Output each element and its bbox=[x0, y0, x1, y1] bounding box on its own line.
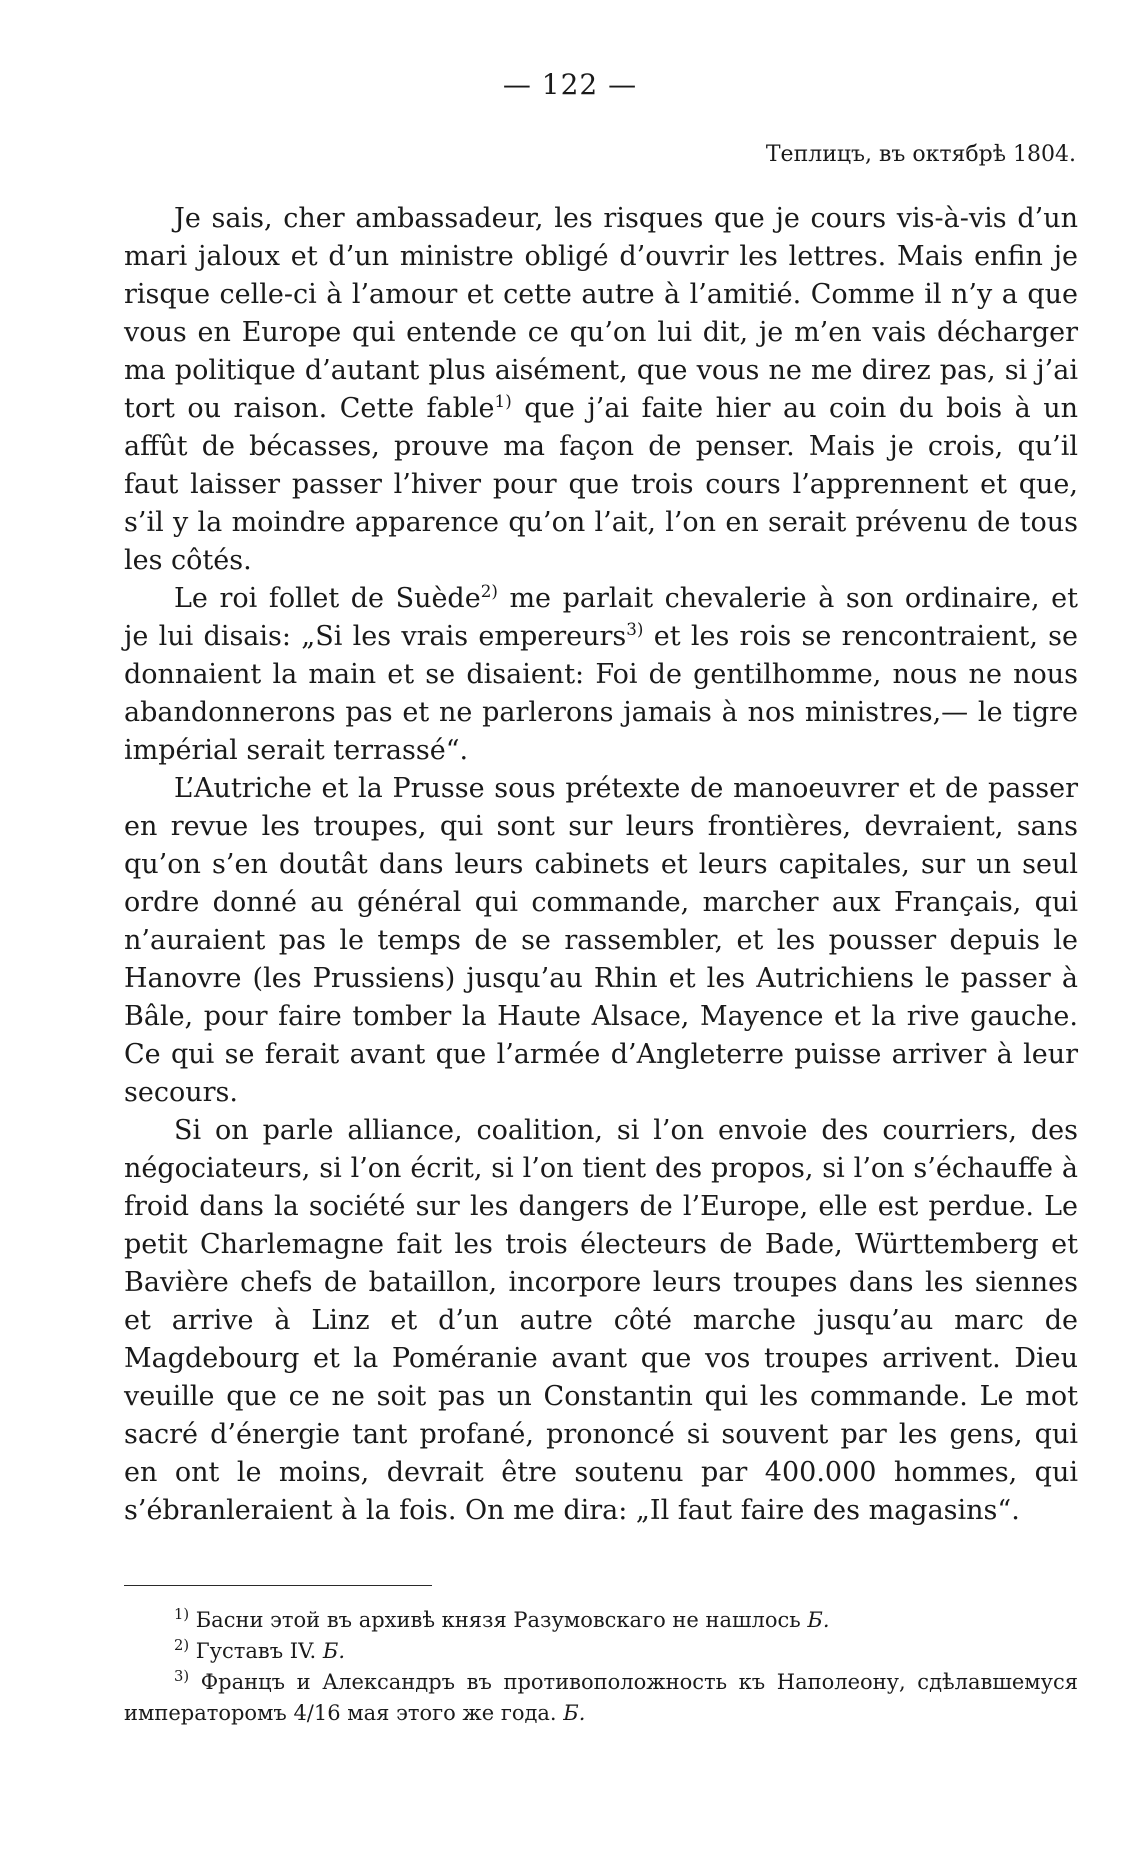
footnote-1 bbox=[124, 1605, 1078, 1636]
dateline: Теплицъ, въ октябрѣ 1804. bbox=[765, 142, 1076, 167]
footnote-3 bbox=[124, 1667, 1078, 1729]
footnote-signature: Б. bbox=[807, 1608, 830, 1632]
footnotes bbox=[124, 1605, 1078, 1729]
footnote-divider bbox=[124, 1585, 432, 1586]
paragraph-text: et les rois se rencontraient, se donnaient la main et se disaient: Foi de gentilhomme, nous ne nous abandonnerons pas et ne parlerons jamais à nos ministres,— le tigre impérial serait terrassé“. bbox=[124, 621, 1079, 766]
date-fraction: 4/16 bbox=[293, 1701, 341, 1725]
paragraph-text: Le roi follet de Suède bbox=[174, 583, 481, 614]
footnote-mark: 1) bbox=[174, 1606, 190, 1623]
paragraph-2 bbox=[124, 580, 1078, 770]
paragraph-1 bbox=[124, 200, 1078, 580]
paragraph-text: que j’ai faite hier au coin du bois à un affût de bécasses, prouve ma façon de penser. Mais je crois, qu’il faut laisser passer l’hiver pour que trois cours l’apprennent et que, s’il y la moindre apparence qu’on l’ait, l’on en serait prévenu de tous les côtés. bbox=[124, 393, 1079, 576]
paragraph-text: Si on parle alliance, coalition, si l’on envoie des courriers, des négociateurs, si l’on écrit, si l’on tient des propos, si l’on s’échauffe à froid dans la société sur les dangers de l’Europe, elle est perdue. Le petit Charlemagne fait les trois électeurs de Bade, Württemberg et Bavière chefs de bataillon, incorpore leurs troupes dans les siennes et arrive à Linz et d’un autre côté marche jusqu’au marc de Magdebourg et la Poméranie avant que vos troupes arrivent. Dieu veuille que ce ne soit pas un Constantin qui les commande. Le mot sacré d’énergie tant profané, prononcé si souvent par les gens, qui en ont le moins, devrait être soutenu par 400.000 hommes, qui s’ébranleraient à la fois. On me dira: „Il faut faire des magasins“. bbox=[124, 1115, 1078, 1526]
footnote-signature: Б. bbox=[563, 1701, 586, 1725]
footnote-ref-3: 3) bbox=[626, 619, 644, 639]
paragraph-text: Je sais, cher ambassadeur, les risques que je cours vis-à-vis d’un mari jaloux et d’un ministre obligé d’ouvrir les lettres. Mais enfin je risque celle-ci à l’amour et cette autre à l’amitié. Comme il n’y a que vous en Europe qui entende ce qu’on lui dit, je m’en vais décharger ma politique d’autant plus aisément, que vous ne me direz pas, si j’ai tort ou raison. Cette fable bbox=[124, 203, 1078, 424]
footnote-text: мая этого же года. bbox=[340, 1701, 564, 1725]
footnote-mark: 2) bbox=[174, 1637, 190, 1654]
footnote-text: Басни этой въ архивѣ князя Разумовскаго не нашлось bbox=[189, 1608, 808, 1632]
footnote-text: Густавъ IV. bbox=[189, 1639, 323, 1663]
paragraph-4 bbox=[124, 1112, 1078, 1530]
footnote-text: Францъ и Александръ въ противоположность къ Наполеону, сдѣлавшемуся императоромъ bbox=[124, 1670, 1078, 1725]
letter-body bbox=[124, 200, 1078, 1530]
footnote-2 bbox=[124, 1636, 1078, 1667]
paragraph-text: L’Autriche et la Prusse sous prétexte de manoeuvrer et de passer en revue les troupes, qui sont sur leurs frontières, devraient, sans qu’on s’en doutât dans leurs cabinets et leurs capitales, sur un seul ordre donné au général qui commande, marcher aux Français, qui n’auraient pas le temps de se rassembler, et les pousser depuis le Hanovre (les Prussiens) jusqu’au Rhin et les Autrichiens le passer à Bâle, pour faire tomber la Haute Alsace, Mayence et la rive gauche. Ce qui se ferait avant que l’armée d’Angleterre puisse arriver à leur secours. bbox=[124, 773, 1078, 1108]
footnote-ref-1: 1) bbox=[494, 391, 512, 411]
page-number: — 122 — bbox=[502, 68, 638, 101]
footnote-mark: 3) bbox=[174, 1668, 190, 1685]
footnote-ref-2: 2) bbox=[480, 581, 498, 601]
paragraph-3 bbox=[124, 770, 1078, 1112]
footnote-signature: Б. bbox=[322, 1639, 346, 1663]
paragraph-text: me parlait chevalerie à son ordinaire, et je lui disais: „Si les vrais empereurs bbox=[124, 583, 1078, 652]
